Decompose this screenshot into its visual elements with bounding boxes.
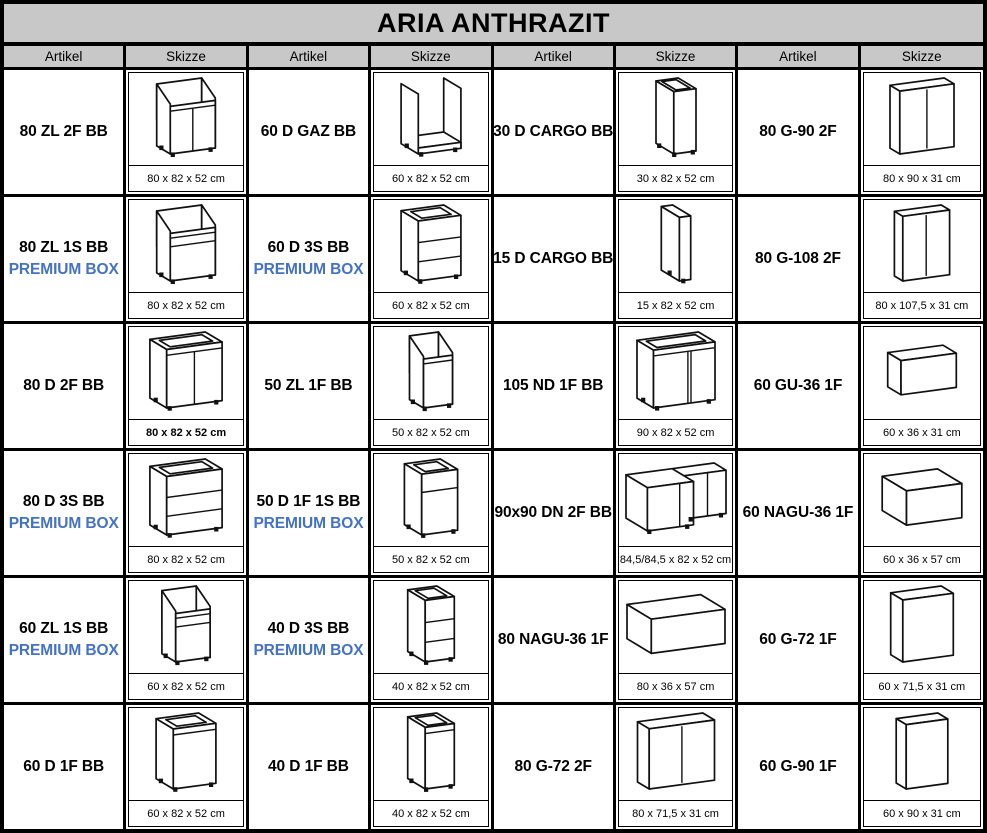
dimension-label: 80 x 107,5 x 31 cm (864, 292, 980, 318)
product-row (4, 451, 983, 578)
article-code: 80 G-108 2F (754, 249, 841, 267)
page-title: ARIA ANTHRAZIT (4, 4, 983, 46)
cabinet-sketch (619, 327, 732, 419)
premium-box-label: PREMIUM BOX (8, 641, 119, 659)
cabinet-sketch (374, 200, 487, 292)
sketch-frame (863, 707, 981, 827)
dimension-label: 50 x 82 x 52 cm (374, 419, 487, 445)
dimension-label: 80 x 82 x 52 cm (129, 292, 242, 318)
dimension-label: 60 x 36 x 31 cm (864, 419, 980, 445)
sketch-cell (616, 451, 738, 575)
product-row (4, 578, 983, 705)
cabinet-sketch (619, 200, 732, 292)
article-cell (4, 578, 126, 702)
sketch-cell (861, 324, 983, 448)
cabinet-sketch (864, 73, 980, 165)
article-cell (249, 705, 371, 829)
cabinet-sketch (619, 454, 732, 546)
product-row (4, 70, 983, 197)
article-code: 15 D CARGO BB (493, 249, 614, 267)
sketch-cell (861, 451, 983, 575)
product-row (4, 705, 983, 829)
cabinet-sketch (374, 73, 487, 165)
article-cell (4, 70, 126, 194)
article-code: 60 D 1F BB (23, 757, 105, 775)
cabinet-sketch (864, 581, 980, 673)
dimension-label: 84,5/84,5 x 82 x 52 cm (619, 546, 732, 572)
cabinet-sketch (864, 454, 980, 546)
article-code: 60 D 3S BB (267, 239, 350, 257)
sketch-cell (861, 578, 983, 702)
dimension-label: 15 x 82 x 52 cm (619, 292, 732, 318)
article-cell (738, 197, 860, 321)
sketch-frame (618, 199, 733, 319)
dimension-label: 80 x 71,5 x 31 cm (619, 800, 732, 826)
article-code: 40 D 1F BB (268, 757, 349, 775)
dimension-label: 80 x 36 x 57 cm (619, 673, 732, 699)
premium-box-label: PREMIUM BOX (253, 514, 364, 532)
premium-box-label: PREMIUM BOX (8, 514, 119, 532)
article-cell (494, 705, 616, 829)
cabinet-sketch (374, 581, 487, 673)
sketch-frame (128, 199, 243, 319)
dimension-label: 40 x 82 x 52 cm (374, 800, 487, 826)
article-cell (4, 197, 126, 321)
product-row (4, 324, 983, 451)
sketch-cell (616, 705, 738, 829)
cabinet-sketch (864, 200, 980, 292)
dimension-label: 80 x 82 x 52 cm (129, 419, 242, 445)
article-code: 60 ZL 1S BB (19, 620, 109, 638)
dimension-label: 90 x 82 x 52 cm (619, 419, 732, 445)
article-code: 60 NAGU-36 1F (742, 503, 854, 521)
sketch-frame (618, 72, 733, 192)
cabinet-sketch (619, 708, 732, 800)
sketch-frame (618, 707, 733, 827)
dimension-label: 30 x 82 x 52 cm (619, 165, 732, 191)
premium-box-label: PREMIUM BOX (8, 260, 119, 278)
article-code: 80 ZL 2F BB (19, 122, 108, 140)
sketch-frame (373, 72, 488, 192)
article-code: 80 D 2F BB (23, 376, 105, 394)
article-code: 60 GU-36 1F (753, 376, 843, 394)
dimension-label: 80 x 82 x 52 cm (129, 546, 242, 572)
article-cell (4, 324, 126, 448)
sketch-cell (126, 705, 248, 829)
article-cell (4, 705, 126, 829)
sketch-cell (126, 197, 248, 321)
cabinet-sketch (619, 581, 732, 673)
sketch-frame (128, 707, 243, 827)
product-row (4, 197, 983, 324)
cabinet-sketch (374, 327, 487, 419)
cabinet-sketch (129, 454, 242, 546)
premium-box-label: PREMIUM BOX (253, 260, 364, 278)
cabinet-sketch (129, 581, 242, 673)
article-code: 50 ZL 1F BB (264, 376, 353, 394)
cabinet-sketch (129, 200, 242, 292)
article-cell (249, 197, 371, 321)
cabinet-sketch (619, 73, 732, 165)
article-cell (249, 324, 371, 448)
cabinet-sketch (864, 327, 980, 419)
article-cell (738, 451, 860, 575)
sketch-frame (863, 199, 981, 319)
column-header-skizze: Skizze (616, 46, 738, 67)
column-header-skizze: Skizze (371, 46, 493, 67)
dimension-label: 50 x 82 x 52 cm (374, 546, 487, 572)
dimension-label: 60 x 82 x 52 cm (129, 800, 242, 826)
column-header-skizze: Skizze (901, 49, 942, 64)
cabinet-sketch (129, 73, 242, 165)
sketch-cell (616, 578, 738, 702)
article-code: 60 G-90 1F (759, 757, 837, 775)
dimension-label: 60 x 36 x 57 cm (864, 546, 980, 572)
sketch-cell (371, 197, 493, 321)
sketch-frame (128, 580, 243, 700)
cabinet-sketch (374, 454, 487, 546)
article-cell (738, 705, 860, 829)
dimension-label: 40 x 82 x 52 cm (374, 673, 487, 699)
dimension-label: 60 x 82 x 52 cm (129, 673, 242, 699)
article-code: 60 D GAZ BB (260, 122, 357, 140)
dimension-label: 80 x 82 x 52 cm (129, 165, 242, 191)
article-cell (249, 451, 371, 575)
article-code: 60 G-72 1F (759, 630, 837, 648)
article-cell (494, 70, 616, 194)
sketch-frame (128, 72, 243, 192)
sketch-frame (373, 199, 488, 319)
sketch-frame (128, 453, 243, 573)
article-cell (738, 70, 860, 194)
sketch-cell (371, 705, 493, 829)
sketch-frame (373, 453, 488, 573)
sketch-frame (618, 326, 733, 446)
dimension-label: 60 x 71,5 x 31 cm (864, 673, 980, 699)
article-code: 80 NAGU-36 1F (497, 630, 609, 648)
premium-box-label: PREMIUM BOX (253, 641, 364, 659)
column-header-skizze: Skizze (126, 46, 248, 67)
sketch-cell (861, 705, 983, 829)
cabinet-sketch (129, 708, 242, 800)
sketch-cell (616, 197, 738, 321)
article-cell (249, 578, 371, 702)
sketch-frame (618, 580, 733, 700)
sketch-frame (128, 326, 243, 446)
dimension-label: 80 x 90 x 31 cm (864, 165, 980, 191)
cabinet-sketch (864, 708, 980, 800)
article-cell (494, 578, 616, 702)
article-cell (494, 197, 616, 321)
article-code: 40 D 3S BB (267, 620, 350, 638)
column-header-artikel: Artikel (494, 46, 616, 67)
article-cell (738, 578, 860, 702)
dimension-label: 60 x 82 x 52 cm (374, 292, 487, 318)
article-cell (249, 70, 371, 194)
sketch-frame (863, 72, 981, 192)
sketch-cell (861, 197, 983, 321)
sketch-frame (373, 707, 488, 827)
sketch-cell (126, 578, 248, 702)
article-cell (738, 324, 860, 448)
article-cell (4, 451, 126, 575)
column-header-row (4, 46, 983, 70)
cabinet-sketch (374, 708, 487, 800)
article-code: 80 ZL 1S BB (19, 239, 109, 257)
column-header-artikel: Artikel (249, 46, 371, 67)
sketch-frame (863, 580, 981, 700)
article-code: 80 D 3S BB (22, 493, 105, 511)
article-code: 30 D CARGO BB (493, 122, 614, 140)
article-code: 80 G-90 2F (759, 122, 837, 140)
sketch-cell (126, 70, 248, 194)
article-code: 90x90 DN 2F BB (494, 503, 612, 521)
sketch-frame (863, 326, 981, 446)
sketch-cell (616, 324, 738, 448)
sketch-cell (126, 451, 248, 575)
sketch-cell (371, 324, 493, 448)
dimension-label: 60 x 82 x 52 cm (374, 165, 487, 191)
sketch-cell (371, 451, 493, 575)
sketch-cell (371, 578, 493, 702)
column-header-artikel: Artikel (738, 46, 860, 67)
product-grid (4, 70, 983, 829)
article-code: 50 D 1F 1S BB (256, 493, 361, 511)
sketch-frame (618, 453, 733, 573)
sketch-cell (861, 70, 983, 194)
sketch-frame (373, 326, 488, 446)
article-code: 105 ND 1F BB (502, 376, 604, 394)
sketch-cell (616, 70, 738, 194)
sketch-frame (863, 453, 981, 573)
article-cell (494, 451, 616, 575)
article-code: 80 G-72 2F (514, 757, 592, 775)
article-cell (494, 324, 616, 448)
dimension-label: 60 x 90 x 31 cm (864, 800, 980, 826)
column-header-artikel: Artikel (4, 46, 126, 67)
sketch-frame (373, 580, 488, 700)
cabinet-sketch (129, 327, 242, 419)
sketch-cell (371, 70, 493, 194)
sketch-cell (126, 324, 248, 448)
